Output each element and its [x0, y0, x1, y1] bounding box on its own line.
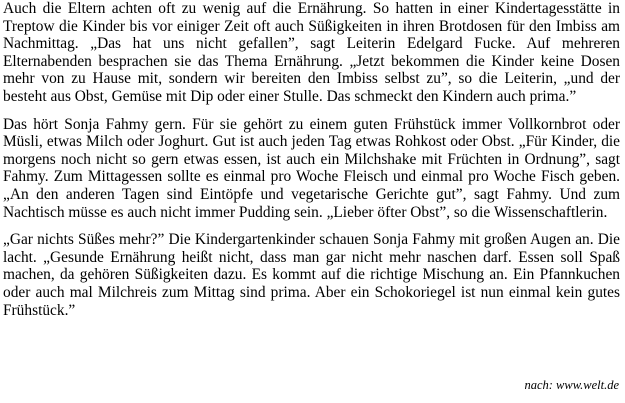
- source-citation: nach: www.welt.de: [524, 378, 619, 392]
- paragraph-3: „Gar nichts Süßes mehr?” Die Kindergartenkinder schauen Sonja Fahmy mit großen Augen an. Die lacht. „Gesunde Ernährung heißt nicht, dass man gar nicht mehr naschen darf. Essen soll Spaß machen, da gehören Süßigkeiten dazu. Es kommt auf die richtige Mischung an. Ein Pfannkuchen oder auch mal Milchreis zum Mittag sind prima. Aber ein Schokoriegel ist nun einmal kein gutes Frühstück.”: [3, 231, 620, 319]
- article-body: [3, 0, 620, 319]
- paragraph-2: Das hört Sonja Fahmy gern. Für sie gehört zu einem guten Frühstück immer Vollkornbrot oder Müsli, etwas Milch oder Joghurt. Gut ist auch jeden Tag etwas Rohkost oder Obst. „Für Kinder, die morgens noch nicht so gern etwas essen, ist auch ein Milchshake mit Früchten in Ordnung”, sagt Fahmy. Zum Mittagessen sollte es einmal pro Woche Fleisch und einmal pro Woche Fisch geben. „An den anderen Tagen sind Eintöpfe und vegetarische Gerichte gut”, sagt Fahmy. Und zum Nachtisch müsse es auch nicht immer Pudding sein. „Lieber öfter Obst”, so die Wissenschaftlerin.: [3, 115, 620, 221]
- paragraph-1: Auch die Eltern achten oft zu wenig auf die Ernährung. So hatten in einer Kindertagesstätte in Treptow die Kinder bis vor einiger Zeit oft auch Süßigkeiten in ihren Brotdosen für den Imbiss am Nachmittag. „Das hat uns nicht gefallen”, sagt Leiterin Edelgard Fucke. Auf mehreren Elternabenden besprachen sie das Thema Ernährung. „Jetzt bekommen die Kinder keine Dosen mehr von zu Hause mit, sondern wir bereiten den Imbiss selbst zu”, so die Leiterin, „und der besteht aus Obst, Gemüse mit Dip oder einer Stulle. Das schmeckt den Kindern auch prima.”: [3, 0, 620, 105]
